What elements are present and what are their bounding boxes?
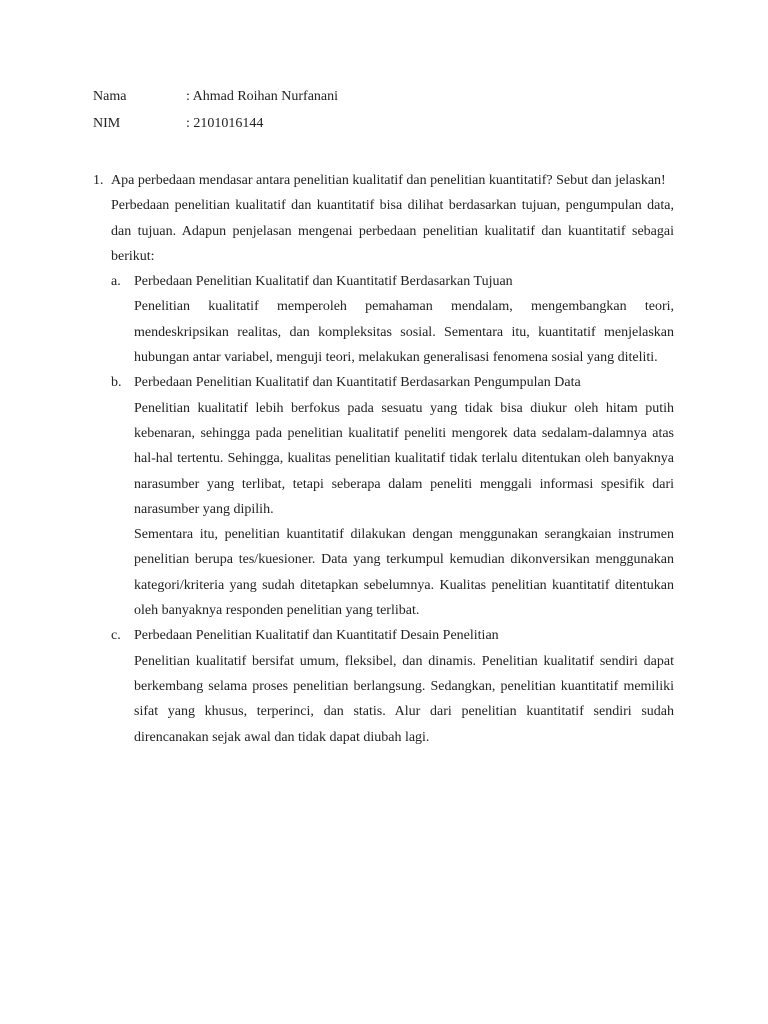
sub-title: Perbedaan Penelitian Kualitatif dan Kuantitatif Desain Penelitian — [134, 628, 499, 644]
sub-letter: a. — [111, 274, 121, 290]
sub-item-b — [111, 370, 674, 623]
sub-letter: c. — [111, 628, 121, 644]
sub-paragraph: Sementara itu, penelitian kuantitatif dilakukan dengan menggunakan serangkaian instrumen penelitian berupa tes/kuesioner. Data yang terkumpul kemudian dikonversikan menggunakan kategori/kriteria yang sudah ditetapkan sebelumnya. Kualitas penelitian kuantitatif ditentukan oleh banyaknya responden penelitian yang terlibat. — [134, 527, 674, 619]
sub-title: Perbedaan Penelitian Kualitatif dan Kuantitatif Berdasarkan Pengumpulan Data — [134, 375, 581, 391]
nim-label: NIM — [93, 116, 121, 131]
sub-item-a — [111, 269, 674, 370]
sub-paragraph: Penelitian kualitatif memperoleh pemahaman mendalam, mengembangkan teori, mendeskripsikan realitas, dan kompleksitas sosial. Sementara itu, kuantitatif menjelaskan hubungan antar variabel, menguji teori, melakukan generalisasi fenomena sosial yang diteliti. — [134, 299, 674, 366]
name-row — [93, 87, 338, 107]
nim-row — [93, 114, 263, 134]
answer-intro: Perbedaan penelitian kualitatif dan kuantitatif bisa dilihat berdasarkan tujuan, pengumpulan data, dan tujuan. Adapun penjelasan mengenai perbedaan penelitian kualitatif dan kuantitatif sebagai berikut: — [111, 198, 674, 264]
sub-paragraph: Penelitian kualitatif bersifat umum, fleksibel, dan dinamis. Penelitian kualitatif sendiri dapat berkembang selama proses penelitian berlangsung. Sedangkan, penelitian kuantitatif memiliki sifat yang khusus, terperinci, dan statis. Alur dari penelitian kuantitatif sendiri sudah direncanakan sejak awal dan tidak dapat diubah lagi. — [134, 653, 674, 745]
sub-letter: b. — [111, 375, 122, 391]
question-block — [111, 168, 674, 750]
name-label: Nama — [93, 89, 127, 104]
sub-paragraph: Penelitian kualitatif lebih berfokus pada sesuatu yang tidak bisa diukur oleh hitam putih kebenaran, sehingga pada penelitian kualitatif peneliti mengorek data sedalam-dalamnya atas hal-hal tertentu. Sehingga, kualitas penelitian kualitatif tidak terlalu ditentukan oleh banyaknya narasumber yang terlibat, tetapi seberapa dalam peneliti menggali informasi spesifik dari narasumber yang dipilih. — [134, 400, 674, 517]
nim-value: : 2101016144 — [186, 116, 264, 131]
sub-item-c — [111, 623, 674, 749]
name-value: : Ahmad Roihan Nurfanani — [186, 89, 339, 104]
question-text: Apa perbedaan mendasar antara penelitian kualitatif dan penelitian kuantitatif? Sebut dan jelaskan! — [111, 173, 666, 188]
question-number: 1. — [93, 173, 104, 188]
sub-title: Perbedaan Penelitian Kualitatif dan Kuantitatif Berdasarkan Tujuan — [134, 274, 513, 290]
